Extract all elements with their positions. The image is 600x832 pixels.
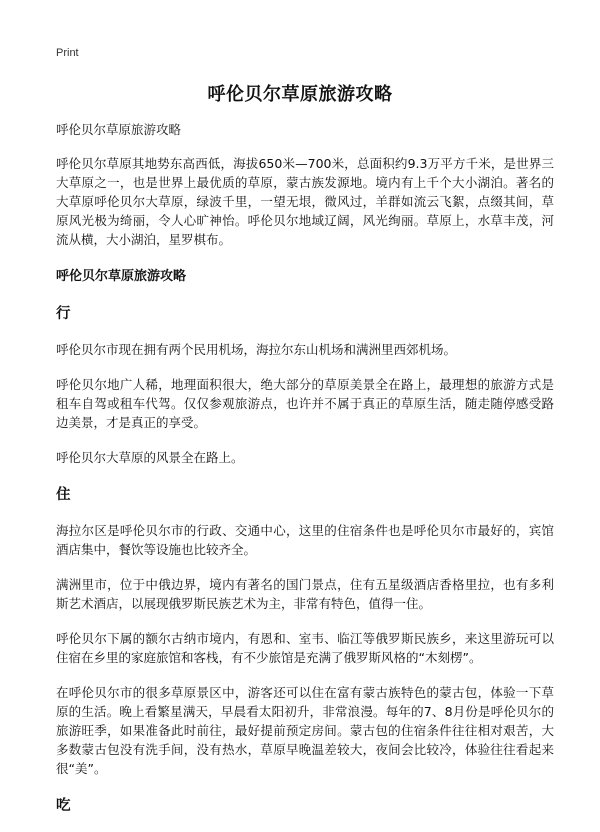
section-heading-stay: 住 <box>56 487 71 503</box>
document-body <box>56 120 554 832</box>
section-heading-travel: 行 <box>56 306 71 322</box>
document-title: 呼伦贝尔草原旅游攻略 <box>207 84 393 105</box>
travel-paragraph-2: 呼伦贝尔地广人稀，地理面积很大，绝大部分的草原美景全在路上，最理想的旅游方式是租车自驾或租车代驾。仅仅参观旅游点，也许并不属于真正的草原生活，随走随停感受路边美景，才是真正的享受。 <box>56 377 554 430</box>
intro-paragraph: 呼伦贝尔草原其地势东高西低，海拔650米—700米，总面积约9.3万平方千米，是世界三大草原之一，也是世界上最优质的草原，蒙古族发源地。境内有上千个大小湖泊。著名的大草原呼伦贝尔大草原，绿波千里，一望无垠，微风过，羊群如流云飞絮，点缀其间，草原风光极为绮丽，令人心旷神怡。呼伦贝尔地域辽阔，风光绚丽。草原上，水草丰茂，河流从横，大小湖泊，星罗棋布。 <box>56 156 554 247</box>
stay-paragraph-3: 呼伦贝尔下属的额尔古纳市境内，有恩和、室韦、临江等俄罗斯民族乡，来这里游玩可以住宿在乡里的家庭旅馆和客栈，有不少旅馆是充满了俄罗斯风格的“木刻楞”。 <box>56 631 554 665</box>
section-heading-eat: 吃 <box>56 798 71 814</box>
stay-paragraph-1: 海拉尔区是呼伦贝尔市的行政、交通中心，这里的住宿条件也是呼伦贝尔市最好的，宾馆酒店集中，餐饮等设施也比较齐全。 <box>56 523 554 557</box>
travel-paragraph-1: 呼伦贝尔市现在拥有两个民用机场，海拉尔东山机场和满洲里西郊机场。 <box>56 342 457 357</box>
stay-paragraph-2: 满洲里市，位于中俄边界，境内有著名的国门景点，住有五星级酒店香格里拉，也有多利斯艺术酒店，以展现俄罗斯民族艺术为主，非常有特色，值得一住。 <box>56 577 554 611</box>
travel-paragraph-3: 呼伦贝尔大草原的风景全在路上。 <box>56 450 244 465</box>
guide-heading: 呼伦贝尔草原旅游攻略 <box>56 269 187 284</box>
print-label: Print <box>56 47 79 59</box>
document-subtitle: 呼伦贝尔草原旅游攻略 <box>56 122 182 137</box>
stay-paragraph-4: 在呼伦贝尔市的很多草原景区中，游客还可以住在富有蒙古族特色的蒙古包，体验一下草原的生活。晚上看繁星满天，早晨看太阳初升，非常浪漫。每年的7、8月份是呼伦贝尔的旅游旺季，如果准备此时前往，最好提前预定房间。蒙古包的住宿条件往往相对艰苦，大多数蒙古包没有洗手间，没有热水，草原早晚温差较大，夜间会比较冷，体验往往看起来很“美”。 <box>56 685 554 776</box>
